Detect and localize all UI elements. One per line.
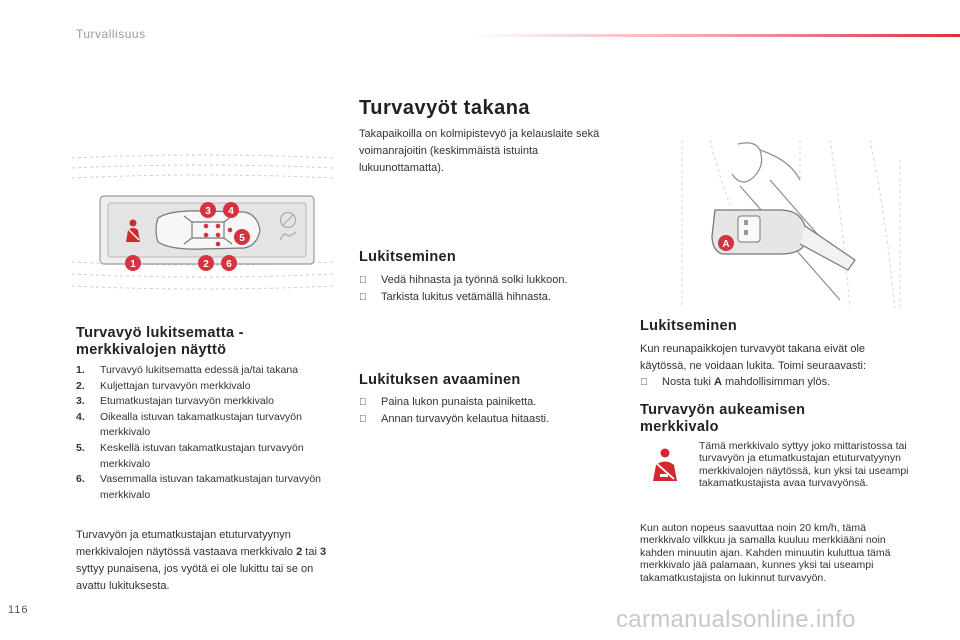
svg-text:6: 6 bbox=[226, 259, 232, 270]
list-item: 5. Keskellä istuvan takamatkustajan turvavyön merkkivalo bbox=[76, 441, 304, 470]
callout-badge-a bbox=[718, 235, 734, 251]
belt-support-part bbox=[712, 210, 855, 270]
svg-text:2: 2 bbox=[203, 259, 209, 270]
list-item: Vedä hihnasta ja työnnä solki lukkoon. bbox=[359, 272, 619, 289]
header-gradient-line bbox=[470, 34, 960, 37]
callout-badge-5 bbox=[234, 229, 250, 245]
callout-badge-4 bbox=[223, 202, 239, 218]
bullet-icon bbox=[359, 411, 367, 428]
bullet-icon bbox=[359, 289, 367, 306]
unlock-heading: Lukituksen avaaminen bbox=[359, 372, 521, 388]
bullet-icon bbox=[359, 272, 367, 289]
list-item: 3. Etumatkustajan turvavyön merkkivalo bbox=[76, 395, 274, 408]
rear-belts-intro: Takapaikoilla on kolmipistevyö ja kelauslaite sekä voimanrajoitin (keskimmäistä istuinta lukuunottamatta). bbox=[359, 128, 600, 174]
rear-belts-title: Turvavyöt takana bbox=[359, 97, 531, 119]
bullet-icon bbox=[359, 394, 367, 411]
callout-badge-1 bbox=[125, 255, 141, 271]
lock-heading-middle: Lukitseminen bbox=[359, 249, 457, 265]
page-number: 116 bbox=[8, 604, 29, 616]
svg-text:A: A bbox=[722, 239, 730, 250]
svg-text:1: 1 bbox=[130, 259, 136, 270]
svg-text:5: 5 bbox=[239, 233, 245, 244]
list-item: Nosta tuki A mahdollisimman ylös. bbox=[640, 374, 902, 391]
seatbelt-lock-illustration bbox=[680, 140, 905, 313]
list-item: Tarkista lukitus vetämällä hihnasta. bbox=[359, 289, 619, 306]
lock-text-right: Kun reunapaikkojen turvavyöt takana eivät ole käytössä, ne voidaan lukita. Toimi seuraavasti: bbox=[640, 343, 867, 372]
callout-badge-2 bbox=[198, 255, 214, 271]
callout-badge-6 bbox=[221, 255, 237, 271]
warn-text-2: Kun auton nopeus saavuttaa noin 20 km/h, tämä merkkivalo vilkkuu ja samalla kuuluu merkkiääni noin kahden minuutin ajan. Kahden minuutin kuluttua tämä merkkivalo jää palamaan, kunnes yksi tai useampi takamatkustajista on lukinnut turvavyön. bbox=[640, 522, 891, 584]
list-item: 6. Vasemmalla istuvan takamatkustajan turvavyön merkkivalo bbox=[76, 473, 321, 501]
left-heading: Turvavyö lukitsematta - merkkivalojen näyttö bbox=[76, 325, 244, 358]
left-paragraph: Turvavyön ja etumatkustajan etuturvatyynyn merkkivalojen näytössä vastaava merkkivalo 2 tai 3 syttyy punaisena, jos vyötä ei ole lukittu tai se on avattu lukituksesta. bbox=[76, 529, 327, 592]
list-item: 1. Turvavyö lukitsematta edessä ja/tai takana bbox=[76, 364, 299, 376]
seatbelt-lock-svg bbox=[680, 140, 905, 308]
callout-badge-3 bbox=[200, 202, 216, 218]
watermark: carmanualsonline.info bbox=[616, 606, 856, 633]
list-item: Paina lukon punaista painiketta. bbox=[359, 394, 619, 411]
list-item: 4. Oikealla istuvan takamatkustajan turvavyön merkkivalo bbox=[76, 410, 302, 439]
seatbelt-display-svg bbox=[72, 150, 334, 298]
list-item: 2. Kuljettajan turvavyön merkkivalo bbox=[76, 379, 251, 392]
list-item: Annan turvavyön kelautua hitaasti. bbox=[359, 411, 619, 428]
lock-heading-right: Lukitseminen bbox=[640, 318, 738, 334]
lock-steps-list bbox=[359, 272, 619, 306]
warn-heading: Turvavyön aukeamisen merkkivalo bbox=[640, 402, 806, 435]
section-header: Turvallisuus bbox=[76, 27, 146, 41]
bullet-icon bbox=[640, 374, 648, 391]
svg-text:3: 3 bbox=[205, 206, 211, 217]
indicator-list bbox=[76, 363, 346, 503]
warn-text: Tämä merkkivalo syttyy joko mittaristossa tai turvavyön ja etumatkustajan etuturvatyynyn merkkivalojen näytössä, kun yksi tai useampi takamatkustajista avaa turvavyönsä. bbox=[699, 440, 909, 490]
lock-steps-right bbox=[640, 374, 902, 391]
unlock-steps-list bbox=[359, 394, 619, 428]
svg-text:4: 4 bbox=[228, 206, 234, 217]
seatbelt-warning-light-icon bbox=[647, 447, 683, 488]
seatbelt-display-illustration bbox=[72, 150, 334, 303]
